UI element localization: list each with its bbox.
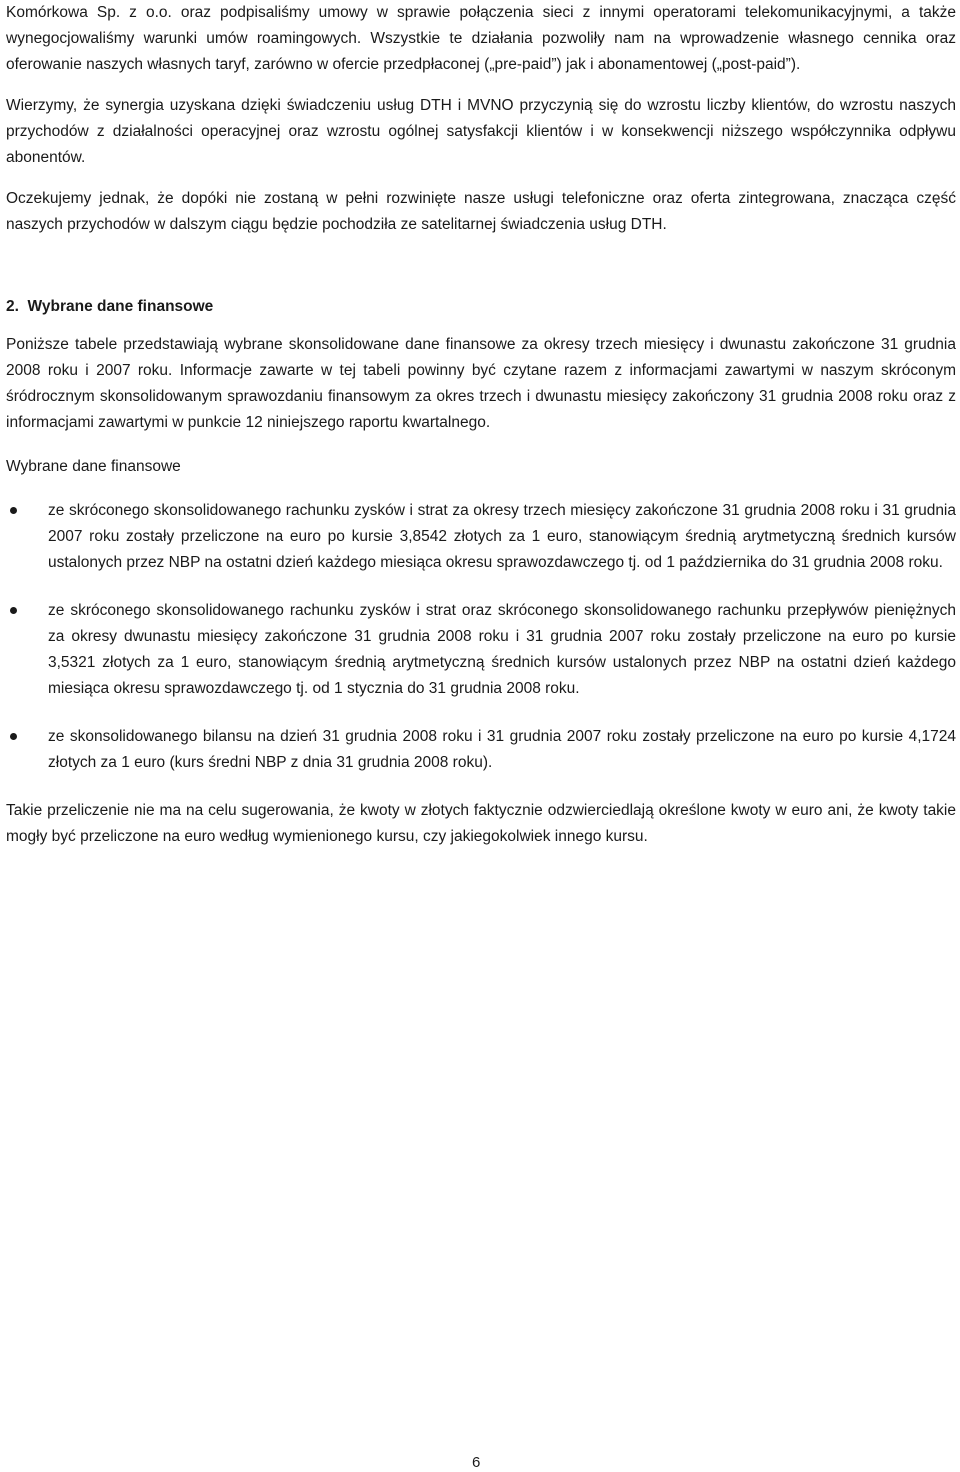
paragraph-roaming: Komórkowa Sp. z o.o. oraz podpisaliśmy umowy w sprawie połączenia sieci z innymi operatorami telekomunikacyjnymi, a także wynegocjowaliśmy warunki umów roamingowych. Wszystkie te działania pozwoliły nam na wprowadzenie własnego cennika oraz oferowanie naszych własnych taryf, zarówno w ofercie przedpłaconej („pre-paid”) jak i abonamentowej („post-paid”). — [6, 4, 956, 73]
page-number: 6 — [472, 1454, 481, 1471]
list-item — [6, 724, 956, 776]
paragraph-synergy: Wierzymy, że synergia uzyskana dzięki świadczeniu usług DTH i MVNO przyczynią się do wzrostu liczby klientów, do wzrostu naszych przychodów z działalności operacyjnej oraz wzrostu ogólnej satysfakcji klientów i w konsekwencji niższego współczynnika odpływu abonentów. — [6, 97, 956, 166]
section-heading: 2. Wybrane dane finansowe — [6, 298, 214, 315]
paragraph-expectations: Oczekujemy jednak, że dopóki nie zostaną w pełni rozwinięte nasze usługi telefoniczne oraz oferta zintegrowana, znacząca część naszych przychodów w dalszym ciągu będzie pochodziła ze satelitarnej świadczenia usług DTH. — [6, 190, 956, 233]
list-item — [6, 598, 956, 702]
bullet-list — [6, 498, 956, 776]
list-item — [6, 498, 956, 576]
document-body — [6, 0, 956, 850]
list-item-text: ze skróconego skonsolidowanego rachunku zysków i strat za okresy trzech miesięcy zakończone 31 grudnia 2008 roku i 31 grudnia 2007 roku zostały przeliczone na euro po kursie 3,8542 złotych za 1 euro, stanowiącym średnią arytmetyczną średnich kursów ustalonych przez NBP na ostatni dzień każdego miesiąca okresu sprawozdawczego tj. od 1 października do 31 grudnia 2008 roku. — [48, 502, 956, 571]
list-item-text: ze skróconego skonsolidowanego rachunku zysków i strat oraz skróconego skonsolidowanego rachunku przepływów pieniężnych za okresy dwunastu miesięcy zakończone 31 grudnia 2008 roku i 31 grudnia 2007 roku zostały przeliczone na euro po kursie 3,5321 złotych za 1 euro, stanowiącym średnią arytmetyczną średnich kursów ustalonych przez NBP na ostatni dzień każdego miesiąca okresu sprawozdawczego tj. od 1 stycznia do 31 grudnia 2008 roku. — [48, 602, 956, 697]
subheading-selected-data: Wybrane dane finansowe — [6, 458, 181, 475]
paragraph-closing: Takie przeliczenie nie ma na celu sugerowania, że kwoty w złotych faktycznie odzwierciedlają określone kwoty w euro ani, że kwoty takie mogły być przeliczone na euro według wymienionego kursu, czy jakiegokolwiek innego kursu. — [6, 802, 956, 845]
paragraph-intro: Poniższe tabele przedstawiają wybrane skonsolidowane dane finansowe za okresy trzech miesięcy i dwunastu zakończone 31 grudnia 2008 roku i 2007 roku. Informacje zawarte w tej tabeli powinny być czytane razem z informacjami zawartymi w naszym skróconym śródrocznym skonsolidowanym sprawozdaniu finansowym za okres trzech i dwunastu miesięcy zakończony 31 grudnia 2008 roku oraz z informacjami zawartymi w punkcie 12 niniejszego raportu kwartalnego. — [6, 336, 956, 431]
list-item-text: ze skonsolidowanego bilansu na dzień 31 grudnia 2008 roku i 31 grudnia 2007 roku zostały przeliczone na euro po kursie 4,1724 złotych za 1 euro (kurs średni NBP z dnia 31 grudnia 2008 roku). — [48, 728, 956, 771]
